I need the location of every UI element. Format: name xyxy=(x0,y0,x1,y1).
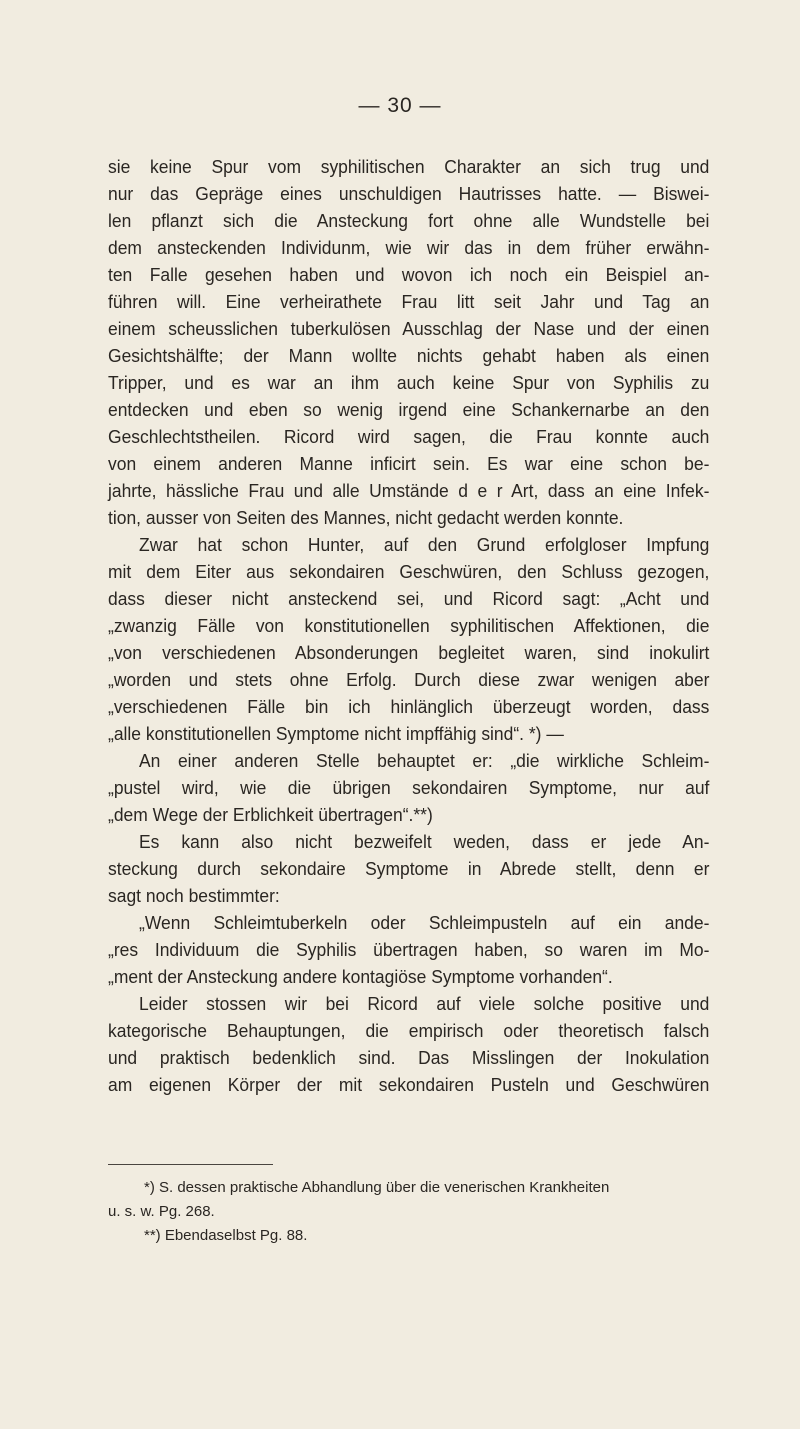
text-line: mit dem Eiter aus sekondairen Geschwüren, den Schluss gezogen, xyxy=(108,562,710,582)
text-line: Es kann also nicht bezweifelt weden, dass er jede An- xyxy=(139,832,710,852)
text-line: führen will. Eine verheirathete Frau litt seit Jahr und Tag an xyxy=(108,292,710,312)
text-line: „res Individuum die Syphilis übertragen haben, so waren im Mo- xyxy=(108,940,710,960)
text-line: „zwanzig Fälle von konstitutionellen syphilitischen Affektionen, die xyxy=(108,616,710,636)
text-line: Zwar hat schon Hunter, auf den Grund erfolgloser Impfung xyxy=(139,535,710,555)
text-line: Tripper, und es war an ihm auch keine Spur von Syphilis zu xyxy=(108,373,710,393)
text-line: „alle konstitutionellen Symptome nicht impffähig sind“. *) — xyxy=(108,724,564,744)
text-line: „von verschiedenen Absonderungen begleitet waren, sind inokulirt xyxy=(108,643,710,663)
text-line: sie keine Spur vom syphilitischen Charakter an sich trug und xyxy=(108,157,710,177)
footnotes xyxy=(108,1176,728,1248)
footnote-separator xyxy=(108,1164,273,1165)
text-line: „verschiedenen Fälle bin ich hinlänglich überzeugt worden, dass xyxy=(108,697,710,717)
footnote-line: **) Ebendaselbst Pg. 88. xyxy=(144,1227,308,1244)
text-line: ten Falle gesehen haben und wovon ich noch ein Beispiel an- xyxy=(108,265,710,285)
text-line: „Wenn Schleimtuberkeln oder Schleimpusteln auf ein ande- xyxy=(139,913,710,933)
footnote-line: u. s. w. Pg. 268. xyxy=(108,1203,215,1220)
text-line: sagt noch bestimmter: xyxy=(108,886,280,906)
text-line: „pustel wird, wie die übrigen sekondairen Symptome, nur auf xyxy=(108,778,710,798)
text-line: von einem anderen Manne inficirt sein. Es war eine schon be- xyxy=(108,454,710,474)
text-line: und praktisch bedenklich sind. Das Misslingen der Inokulation xyxy=(108,1048,710,1068)
text-line: len pflanzt sich die Ansteckung fort ohne alle Wundstelle bei xyxy=(108,211,710,231)
text-line: An einer anderen Stelle behauptet er: „die wirkliche Schleim- xyxy=(139,751,710,771)
page-number: — 30 — xyxy=(358,94,442,117)
text-line: Leider stossen wir bei Ricord auf viele solche positive und xyxy=(139,994,710,1014)
text-line: „dem Wege der Erblichkeit übertragen“.**) xyxy=(108,805,433,825)
text-line: „worden und stets ohne Erfolg. Durch diese zwar wenigen aber xyxy=(108,670,710,690)
text-line: „ment der Ansteckung andere kontagiöse Symptome vorhanden“. xyxy=(108,967,613,987)
text-line: Geschlechtstheilen. Ricord wird sagen, die Frau konnte auch xyxy=(108,427,710,447)
text-line: Gesichtshälfte; der Mann wollte nichts gehabt haben als einen xyxy=(108,346,710,366)
text-line: tion, ausser von Seiten des Mannes, nicht gedacht werden konnte. xyxy=(108,508,624,528)
main-text xyxy=(108,154,728,1099)
text-line: einem scheusslichen tuberkulösen Ausschlag der Nase und der einen xyxy=(108,319,710,339)
text-line: jahrte, hässliche Frau und alle Umstände d e r Art, dass an eine Infek- xyxy=(108,481,710,501)
text-line: entdecken und eben so wenig irgend eine Schankernarbe an den xyxy=(108,400,710,420)
text-line: steckung durch sekondaire Symptome in Abrede stellt, denn er xyxy=(108,859,710,879)
text-line: dass dieser nicht ansteckend sei, und Ricord sagt: „Acht und xyxy=(108,589,710,609)
text-line: kategorische Behauptungen, die empirisch oder theoretisch falsch xyxy=(108,1021,710,1041)
text-line: nur das Gepräge eines unschuldigen Hautrisses hatte. — Biswei- xyxy=(108,184,710,204)
footnote-line: *) S. dessen praktische Abhandlung über die venerischen Krankheiten xyxy=(144,1179,610,1196)
text-line: am eigenen Körper der mit sekondairen Pusteln und Geschwüren xyxy=(108,1075,710,1095)
text-line: dem ansteckenden Individunm, wie wir das in dem früher erwähn- xyxy=(108,238,710,258)
